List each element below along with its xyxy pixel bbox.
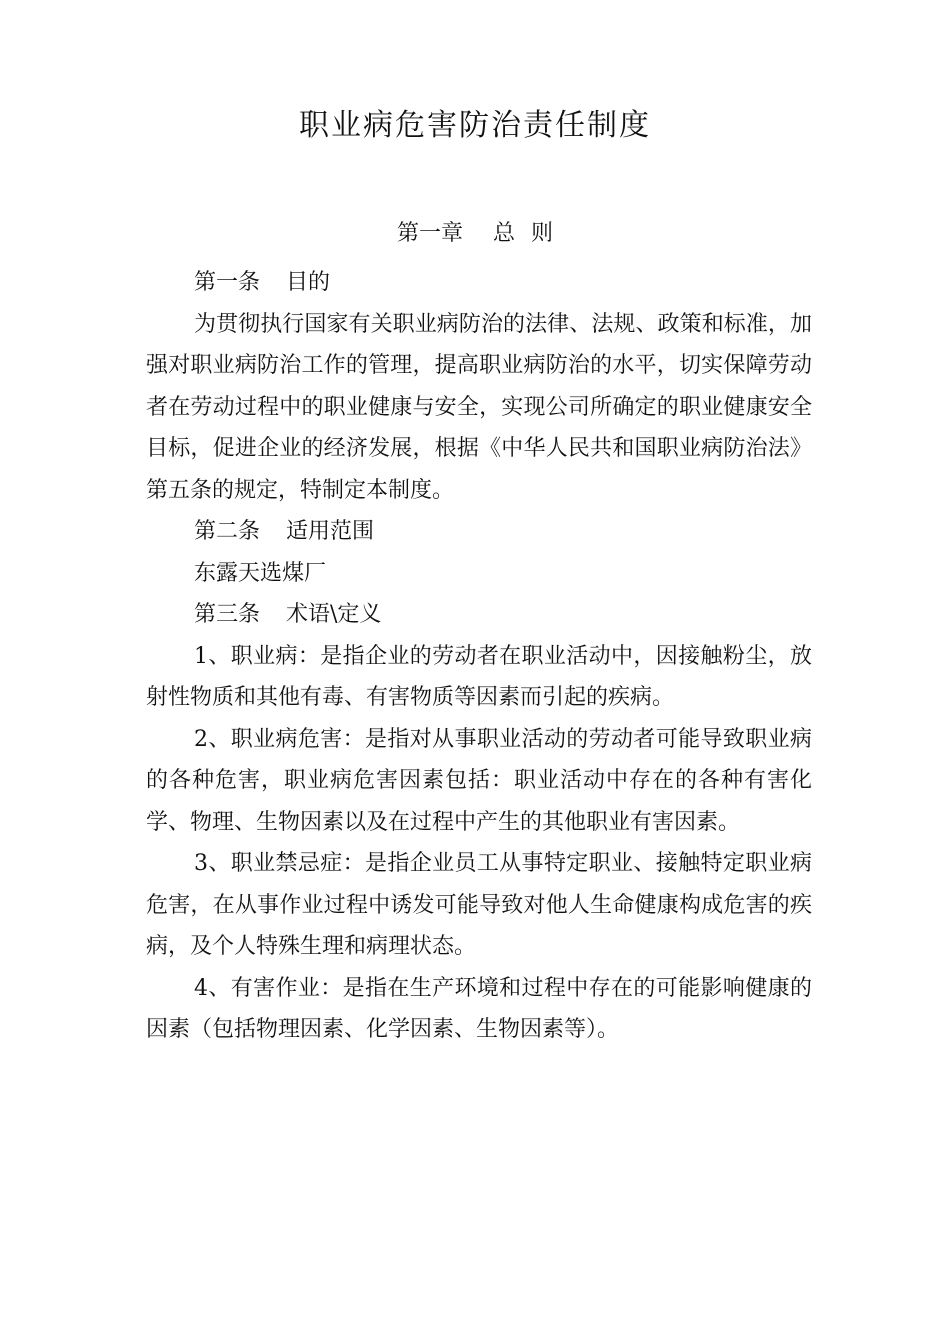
article-3-title: 术语\定义 — [286, 602, 382, 627]
chapter-heading — [0, 212, 950, 256]
article-1-title: 目的 — [286, 270, 331, 295]
article-2-heading — [146, 511, 812, 553]
chapter-name-part2: 则 — [531, 221, 554, 246]
article-2-title: 适用范围 — [286, 519, 375, 544]
article-2-label: 第二条 — [194, 519, 261, 544]
article-3-label: 第三条 — [194, 602, 261, 627]
definition-item: 1、职业病：是指企业的劳动者在职业活动中，因接触粉尘，放射性物质和其他有毒、有害物质等因素而引起的疾病。 — [146, 643, 812, 710]
definition-item: 4、有害作业：是指在生产环境和过程中存在的可能影响健康的因素（包括物理因素、化学因素、生物因素等）。 — [146, 975, 812, 1042]
article-3-heading — [146, 594, 812, 636]
definition-item: 3、职业禁忌症：是指企业员工从事特定职业、接触特定职业病危害，在从事作业过程中诱发可能导致对他人生命健康构成危害的疾病，及个人特殊生理和病理状态。 — [146, 851, 812, 959]
article-1-label: 第一条 — [194, 270, 261, 295]
chapter-number: 第一章 — [396, 221, 463, 246]
article-2-text: 东露天选煤厂 — [194, 560, 327, 586]
article-1-heading — [146, 262, 812, 304]
document-title: 职业病危害防治责任制度 — [299, 108, 651, 143]
definition-item: 2、职业病危害：是指对从事职业活动的劳动者可能导致职业病的各种危害，职业病危害因素包括：职业活动中存在的各种有害化学、物理、生物因素以及在过程中产生的其他职业有害因素。 — [146, 726, 812, 835]
chapter-name-part1: 总 — [492, 221, 515, 246]
article-1-text: 为贯彻执行国家有关职业病防治的法律、法规、政策和标准，加强对职业病防治工作的管理，提高职业病防治的水平，切实保障劳动者在劳动过程中的职业健康与安全，实现公司所确定的职业健康安全目标，促进企业的经济发展，根据《中华人民共和国职业病防治法》第五条的规定，特制定本制度。 — [146, 311, 812, 503]
document-body — [146, 262, 812, 1051]
